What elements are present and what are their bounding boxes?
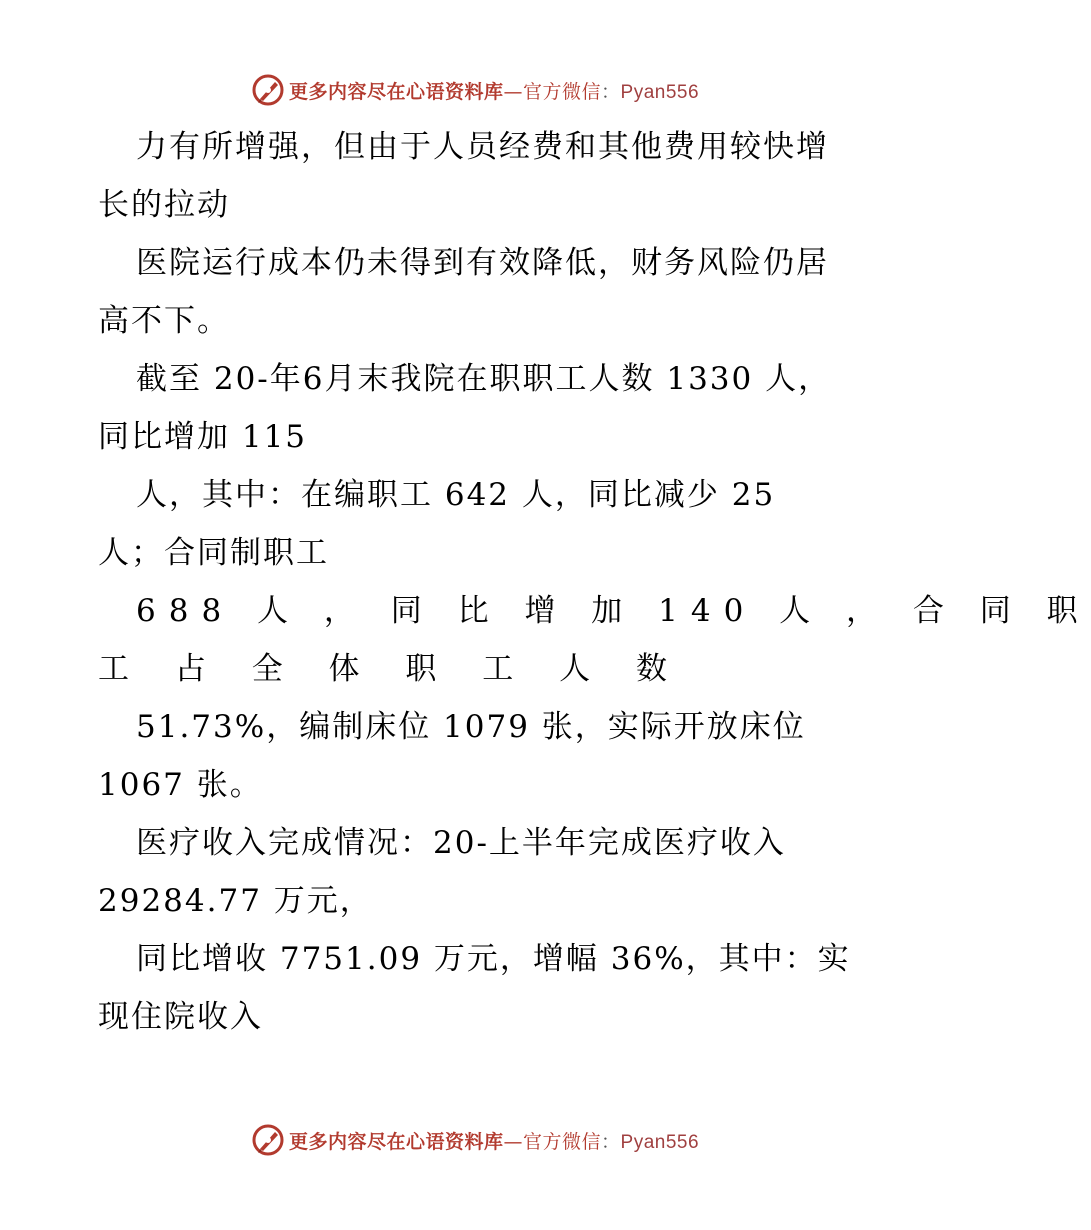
banner-account-label: 官方微信 bbox=[522, 1130, 601, 1153]
header-banner bbox=[0, 70, 950, 110]
paragraph bbox=[98, 350, 858, 466]
footer-banner bbox=[0, 1120, 950, 1160]
paragraph bbox=[98, 814, 858, 930]
text-line: 人；合同制职工 bbox=[98, 535, 329, 571]
banner-dash: — bbox=[503, 1130, 523, 1153]
banner-account-id: Pyan556 bbox=[620, 1131, 700, 1153]
text-line: 高不下。 bbox=[98, 303, 230, 339]
banner-account-label: 官方微信 bbox=[522, 80, 601, 103]
text-line: 51.73%，编制床位 1079 张，实际开放床位 bbox=[136, 709, 806, 745]
banner-main-text: 更多内容尽在心语资料库 bbox=[288, 1130, 504, 1153]
banner-dash: — bbox=[503, 80, 523, 103]
paragraph bbox=[98, 234, 858, 350]
banner-main-text: 更多内容尽在心语资料库 bbox=[288, 80, 504, 103]
text-line: 医院运行成本仍未得到有效降低，财务风险仍居 bbox=[136, 245, 829, 281]
text-line: 1067 张。 bbox=[98, 767, 263, 803]
quill-pen-logo-icon bbox=[251, 1123, 285, 1157]
text-line: 工 占 全 体 职 工 人 数 bbox=[98, 651, 685, 687]
text-line: 现住院收入 bbox=[98, 999, 263, 1035]
paragraph bbox=[98, 698, 858, 814]
text-line: 同比增收 7751.09 万元，增幅 36%，其中：实 bbox=[136, 941, 851, 977]
document-body bbox=[98, 118, 1091, 1046]
banner-separator: ： bbox=[601, 1130, 621, 1153]
banner-separator: ： bbox=[601, 80, 621, 103]
text-line: 同比增加 115 bbox=[98, 419, 308, 455]
text-line: 29284.77 万元， bbox=[98, 883, 373, 919]
paragraph bbox=[98, 466, 858, 582]
text-line: 截至 20-年6月末我院在职职工人数 1330 人， bbox=[136, 361, 832, 397]
text-line: 力有所增强，但由于人员经费和其他费用较快增 bbox=[136, 129, 829, 165]
quill-pen-logo-icon bbox=[251, 73, 285, 107]
text-line: 长的拉动 bbox=[98, 187, 230, 223]
banner-account-id: Pyan556 bbox=[620, 81, 700, 103]
banner-text bbox=[289, 77, 699, 104]
paragraph bbox=[98, 582, 1091, 698]
banner-text bbox=[289, 1127, 699, 1154]
paragraph bbox=[98, 930, 858, 1046]
text-line: 688 人 ， 同 比 增 加 140 人 ， 合 同 职 bbox=[136, 593, 1091, 629]
text-line: 人，其中：在编职工 642 人，同比减少 25 bbox=[136, 477, 776, 513]
text-line: 医疗收入完成情况：20-上半年完成医疗收入 bbox=[136, 825, 786, 861]
paragraph bbox=[98, 118, 858, 234]
